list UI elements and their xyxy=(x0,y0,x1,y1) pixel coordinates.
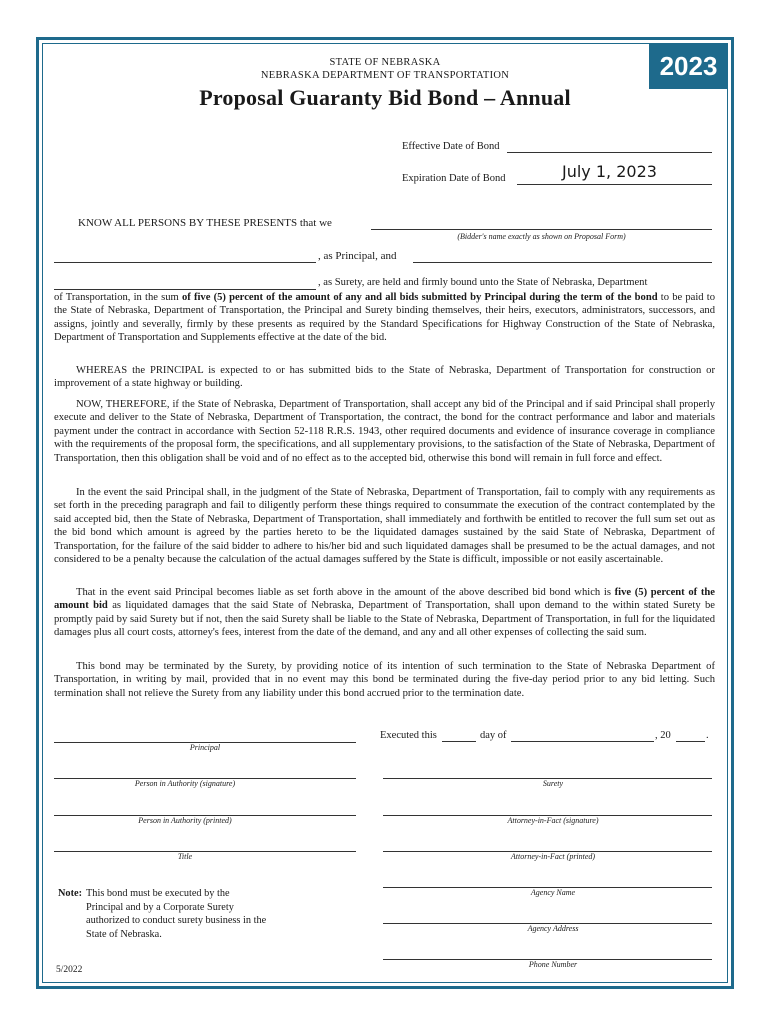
execution-note xyxy=(58,887,268,941)
bidder-name-field[interactable] xyxy=(371,229,712,230)
paragraph-in-the-event: In the event the said Principal shall, in the judgment of the State of Nebraska, Department of Transportation, fail to comply with any requirements as set forth in the preceding paragraph and fail to diligently perform these things required to consummate the execution of the contract contemplated by the said accepted bid, then the State of Nebraska, Department of Transportation, shall immediately and forthwith be entitled to recover the full sum set out as the bid bond which amount is agreed by the parties hereto to be the liquidated damages sustained by the said State of Nebraska, Department of Transportation, for the failure of the said bidder to adhere to his/her bid and such liquidated damages shall be presumed to be the actual damages, and not considered to be a penalty because the calculation of the actual damages suffered by the State is difficult, impossible or not easily ascertainable. xyxy=(54,487,715,566)
executed-period: . xyxy=(706,730,709,741)
know-all-persons: KNOW ALL PERSONS BY THESE PRESENTS that we xyxy=(78,217,332,229)
executed-day-field[interactable] xyxy=(442,741,476,742)
revision-date: 5/2022 xyxy=(56,965,83,975)
paragraph-liability xyxy=(54,586,715,640)
person-printed-caption: Person in Authority (printed) xyxy=(138,816,232,825)
p1-text-b: to be paid to the State of Nebraska, Department of Transportation, the Principal and Surety binding themselves, their heirs, executors, administrators, successors, and assigns, jointly and severally, firmly by these presents as required by the Standard Specifications for Highway Construction of the State of Nebraska, Department of Transportation and Supplements effective at the date of the bid. xyxy=(54,292,715,344)
phone-number-caption: Phone Number xyxy=(528,960,578,969)
note-label: Note: xyxy=(58,888,83,899)
as-surety-text: , as Surety, are held and firmly bound unto the State of Nebraska, Department xyxy=(318,277,648,288)
expiration-date-label: Expiration Date of Bond xyxy=(402,173,506,184)
p5-bold: five (5) percent of the amount bid xyxy=(54,587,715,612)
bidder-name-caption: (Bidder's name exactly as shown on Proposal Form) xyxy=(457,232,626,241)
year-badge: 2023 xyxy=(649,43,728,89)
attorney-signature-caption: Attorney-in-Fact (signature) xyxy=(507,816,599,825)
p5-text-b: as liquidated damages that the said State of Nebraska, Department of Transportation, shall upon demand to the within stated Surety be promptly paid by said Surety but if not, then the said Surety shall be liable to the State of Nebraska, Department of Transportation, in full for the liquidated damages plus all court costs, attorney's fees, interest from the date of the demand, and any and all other expenses of collecting the said sum. xyxy=(54,600,715,639)
paragraph-termination: This bond may be terminated by the Surety, by providing notice of its intention of such termination to the State of Nebraska Department of Transportation, in writing by mail, provided that in no event may this bond be terminated during the five-day period prior to any bid letting. Such termination shall not relieve the Surety from any liability under this bond accrued prior to the termination date. xyxy=(54,661,715,699)
surety-caption: Surety xyxy=(542,779,564,788)
executed-this-label: Executed this xyxy=(380,730,437,741)
year-prefix-label: , 20 xyxy=(655,730,671,741)
principal-name-field[interactable] xyxy=(54,262,316,263)
effective-date-label: Effective Date of Bond xyxy=(402,141,500,152)
title-caption: Title xyxy=(177,852,193,861)
expiration-date-line xyxy=(517,184,712,185)
person-signature-caption: Person in Authority (signature) xyxy=(134,779,236,788)
p5-text-a: That in the event said Principal becomes liable as set forth above in the amount of the above described bid bond which is xyxy=(76,587,615,598)
p1-text-a: of Transportation, in the sum xyxy=(54,292,182,303)
paragraph-sum xyxy=(54,291,715,345)
executed-year-field[interactable] xyxy=(676,741,705,742)
as-principal-text: , as Principal, and xyxy=(318,250,397,262)
principal-caption: Principal xyxy=(189,743,221,752)
day-of-label: day of xyxy=(480,730,507,741)
effective-date-field[interactable] xyxy=(507,140,712,153)
note-text: This bond must be executed by the Principal and by a Corporate Surety authorized to conduct surety business in the State of Nebraska. xyxy=(86,888,267,940)
paragraph-whereas: WHEREAS the PRINCIPAL is expected to or has submitted bids to the State of Nebraska, Department of Transportation for construction or improvement of a state highway or building. xyxy=(54,365,715,390)
paragraph-now-therefore: NOW, THEREFORE, if the State of Nebraska, Department of Transportation, shall accept any bid of the Principal and if said Principal shall properly execute and deliver to the State of Nebraska, Department of Transportation, the contract, the bond for the contract performance and labor and materials payment under the contract in accordance with Section 52-118 R.R.S. 1943, other required documents and evidence of insurance coverage in compliance with the requirements of the proposal form, the specifications, and all supplementary provisions, to the satisfaction of the State of Nebraska, Department of Transportation, then this obligation shall be void and of no effect as to the accepted bid, otherwise this bond will remain in full force and effect. xyxy=(54,399,715,464)
surety-name-field[interactable] xyxy=(54,289,316,290)
department-heading: NEBRASKA DEPARTMENT OF TRANSPORTATION xyxy=(260,70,510,81)
agency-address-caption: Agency Address xyxy=(527,924,579,933)
executed-month-field[interactable] xyxy=(511,741,654,742)
expiration-date-value[interactable]: July 1, 2023 xyxy=(562,162,657,181)
state-heading: STATE OF NEBRASKA xyxy=(329,57,441,68)
agency-name-caption: Agency Name xyxy=(530,888,576,897)
surety-name-field-right[interactable] xyxy=(413,262,712,263)
page-title: Proposal Guaranty Bid Bond – Annual xyxy=(199,85,571,110)
attorney-printed-caption: Attorney-in-Fact (printed) xyxy=(510,852,596,861)
p1-bold: of five (5) percent of the amount of any and all bids submitted by Principal during the term of the bond xyxy=(181,292,658,303)
